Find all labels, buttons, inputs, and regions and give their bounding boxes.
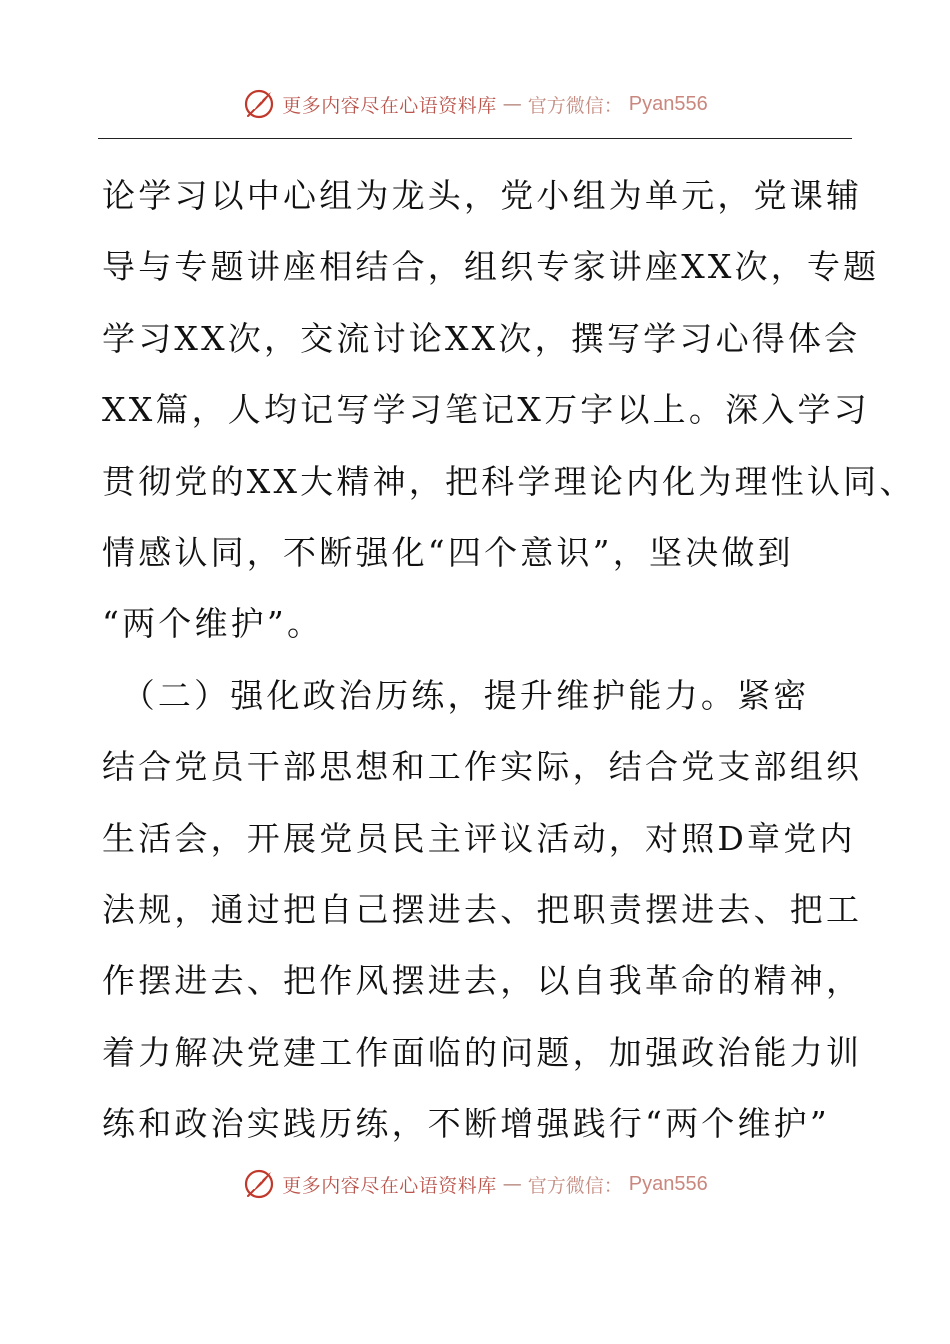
header-banner-content: [242, 87, 708, 121]
body-line: 学习XX次，交流讨论XX次，撰写学习心得体会: [102, 318, 861, 358]
body-line: 法规，通过把自己摆进去、把职责摆进去、把工: [102, 889, 863, 929]
body-line: 论学习以中心组为龙头，党小组为单元，党课辅: [102, 176, 863, 215]
body-line: 结合党员干部思想和工作实际，结合党支部组织: [102, 747, 863, 787]
body-line: XX篇，人均记写学习笔记X万字以上。深入学习: [102, 390, 870, 430]
quill-pen-icon: [242, 1167, 276, 1201]
footer-banner-content: [242, 1167, 708, 1201]
header-divider: [98, 138, 852, 139]
body-line: 练和政治实践历练，不断增强践行“两个维护”: [102, 1104, 830, 1144]
header-banner-dash: —: [502, 93, 522, 115]
header-banner: [0, 84, 950, 124]
header-banner-title: 更多内容尽在心语资料库: [282, 94, 497, 117]
footer-wechat-id: Pyan556: [628, 1172, 708, 1195]
quill-pen-icon: [242, 87, 276, 121]
footer-banner-dash: —: [502, 1173, 522, 1195]
header-wechat-label: 官方微信：: [527, 94, 623, 117]
header-wechat-id: Pyan556: [628, 92, 708, 115]
body-line: 生活会，开展党员民主评议活动，对照D章党内: [102, 818, 856, 858]
footer-banner-title: 更多内容尽在心语资料库: [282, 1174, 497, 1197]
body-line: “两个维护”。: [102, 604, 324, 644]
footer-wechat-label: 官方微信：: [527, 1174, 623, 1197]
section-heading-line: （二）强化政治历练，提升维护能力。紧密: [102, 675, 810, 715]
body-line: 情感认同，不断强化“四个意识”，坚决做到: [102, 532, 794, 572]
body-line: 着力解决党建工作面临的问题，加强政治能力训: [102, 1032, 863, 1072]
body-line: 作摆进去、把作风摆进去，以自我革命的精神，: [102, 961, 863, 1001]
footer-banner: [0, 1164, 950, 1204]
body-line: 导与专题讲座相结合，组织专家讲座XX次，专题: [102, 247, 880, 287]
body-line: 贯彻党的XX大精神，把科学理论内化为理性认同、: [102, 461, 916, 501]
document-body: [102, 160, 916, 1159]
